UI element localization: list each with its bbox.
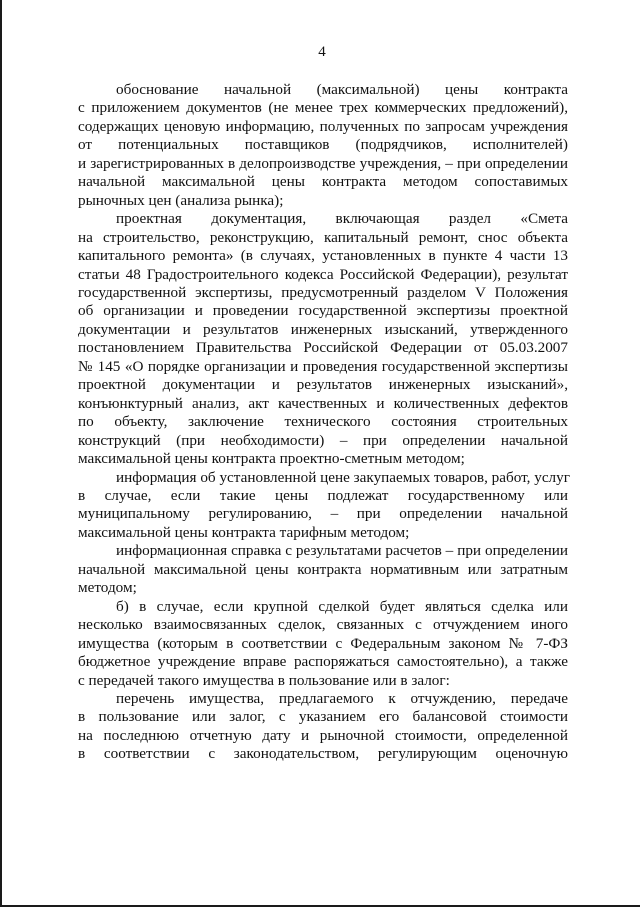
text-line: муниципальному регулированию, – при определении начальной — [78, 505, 568, 523]
paragraph — [78, 542, 568, 597]
text-line: информация об установленной цене закупаемых товаров, работ, услуг — [116, 468, 570, 486]
text-line: в пользование или залог, с указанием его балансовой стоимости — [78, 708, 568, 726]
text-line: документации и результатов инженерных изысканий, утвержденного — [78, 320, 568, 338]
text-line: информационная справка с результатами расчетов – при определении — [116, 542, 568, 560]
text-line: статьи 48 Градостроительного кодекса Российской Федерации), результат — [78, 265, 568, 283]
text-line: по объекту, заключение технического состояния строительных — [78, 413, 568, 431]
document-body — [78, 81, 568, 764]
text-line: конъюнктурный анализ, акт качественных и количественных дефектов — [78, 394, 568, 412]
text-line: имущества (которым в соответствии с Федеральным законом № 7-ФЗ — [78, 634, 568, 652]
text-line: конструкций (при необходимости) – при определении начальной — [78, 431, 568, 449]
text-line: перечень имущества, предлагаемого к отчуждению, передаче — [116, 689, 568, 707]
text-line: проектной документации и результатов инженерных изысканий», — [78, 376, 568, 394]
paragraph — [78, 210, 568, 468]
page-number: 4 — [318, 44, 326, 60]
text-line: максимальной цены контракта проектно-сметным методом; — [78, 450, 465, 468]
text-line: постановлением Правительства Российской Федерации от 05.03.2007 — [78, 339, 568, 357]
text-line: капитального ремонта» (в случаях, установленных в пункте 4 части 13 — [78, 247, 568, 265]
text-line: на строительство, реконструкцию, капитальный ремонт, снос объекта — [78, 228, 568, 246]
text-line: и зарегистрированных в делопроизводстве учреждения, – при определении — [78, 154, 568, 172]
text-line: на последнюю отчетную дату и рыночной стоимости, определенной — [78, 726, 568, 744]
text-line: начальной максимальной цены контракта методом сопоставимых — [78, 173, 568, 191]
text-line: с приложением документов (не менее трех коммерческих предложений), — [78, 99, 568, 117]
text-line: в случае, если такие цены подлежат государственному или — [78, 486, 568, 504]
text-line: начальной максимальной цены контракта нормативным или затратным — [78, 560, 568, 578]
text-line: № 145 «О порядке организации и проведения государственной экспертизы — [78, 357, 568, 375]
text-line: в соответствии с законодательством, регулирующим оценочную — [78, 745, 568, 763]
text-line: об организации и проведении государственной экспертизы проектной — [78, 302, 568, 320]
paragraph — [78, 81, 568, 210]
text-line: проектная документация, включающая раздел «Смета — [116, 210, 568, 228]
text-line: максимальной цены контракта тарифным методом; — [78, 523, 410, 541]
text-line: методом; — [78, 579, 137, 597]
text-line: от потенциальных поставщиков (подрядчиков, исполнителей) — [78, 136, 568, 154]
paragraph — [78, 690, 568, 764]
paragraph — [78, 469, 568, 543]
text-line: несколько взаимосвязанных сделок, связанных с отчуждением иного — [78, 616, 568, 634]
paragraph — [78, 598, 568, 690]
text-line: обоснование начальной (максимальной) цены контракта — [116, 81, 568, 98]
text-line: с передачей такого имущества в пользование или в залог: — [78, 671, 450, 689]
text-line: б) в случае, если крупной сделкой будет являться сделка или — [116, 597, 568, 615]
text-line: рыночных цен (анализа рынка); — [78, 191, 284, 209]
text-line: содержащих ценовую информацию, полученных по запросам учреждения — [78, 117, 568, 135]
text-line: бюджетное учреждение вправе распоряжаться самостоятельно), а также — [78, 653, 568, 671]
text-line: государственной экспертизы, предусмотренный разделом V Положения — [78, 283, 568, 301]
